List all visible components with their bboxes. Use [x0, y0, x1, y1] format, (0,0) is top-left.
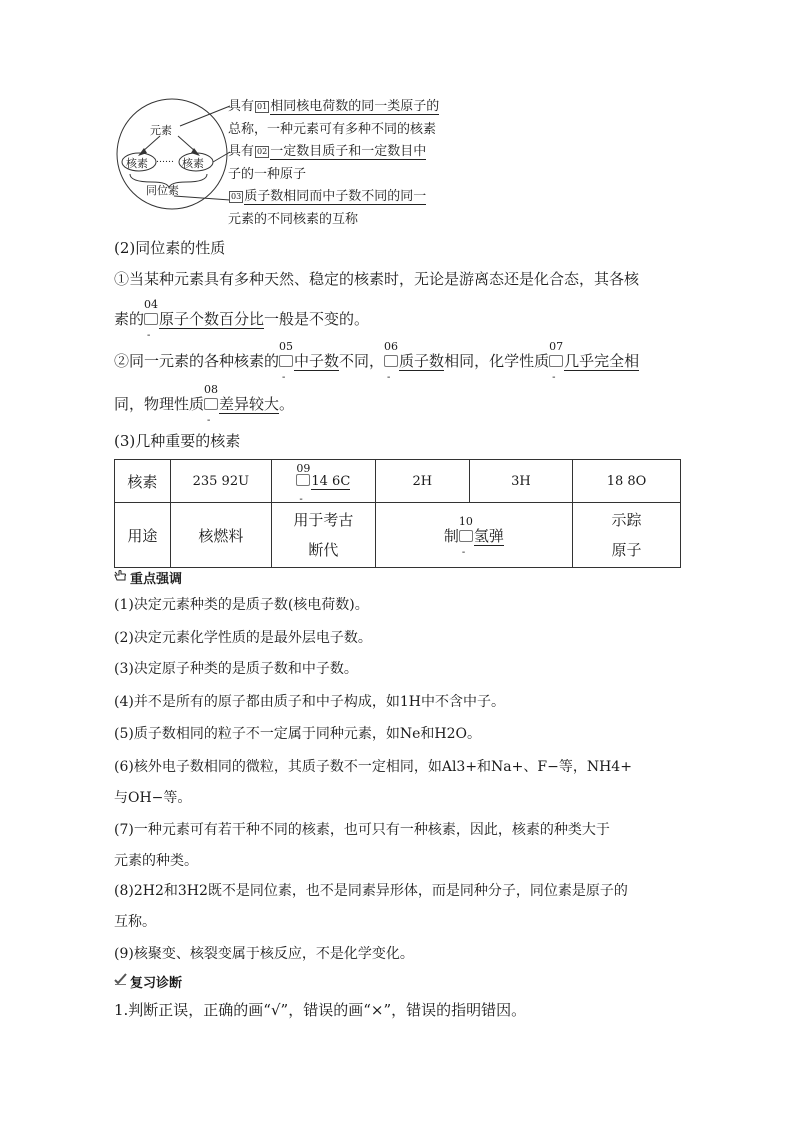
emphasis-item-8: (8)2H2和3H2既不是同位素，也不是同素异形体，而是同种分子，同位素是原子的: [114, 883, 628, 899]
emphasis-item-4: (4)并不是所有的原子都由质子和中子构成，如1H中不含中子。: [114, 694, 505, 710]
definition-nuclide-line2: 子的一种原子: [228, 166, 307, 182]
emphasis-item-6-cont: 与OH−等。: [114, 790, 192, 806]
hand-pointer-icon: [114, 569, 127, 581]
emphasis-item-2: (2)决定元素化学性质的是最外层电子数。: [114, 630, 372, 646]
emphasis-item-5: (5)质子数相同的粒子不一定属于同种元素，如Ne和H2O。: [114, 726, 481, 742]
emphasis-item-3: (3)决定原子种类的是质子数和中子数。: [114, 661, 358, 677]
section2-p2-line1: ②同一元素的各种核素的 05 - 中子数不同， 06 - 质子数相同，化学性质 07 - 几乎完全相: [114, 340, 640, 383]
checkmark-pen-icon: [114, 973, 127, 985]
cell-use-hydrogen: 制 10 - 氢弹: [375, 503, 572, 568]
definition-nuclide-line1: 具有 02 一定数目质子和一定数目中: [228, 144, 427, 159]
answer-marker-02: 02: [257, 147, 268, 156]
answer-marker-01: 01: [257, 102, 268, 111]
circle-label-dots: ……: [156, 155, 174, 165]
cell-c14: 09 - 14 6C: [271, 460, 375, 503]
cell-use-o18: 示踪原子: [572, 503, 680, 568]
cell-o18: 18 8O: [572, 460, 680, 503]
definition-element-line1: 具有 01 相同核电荷数的同一类原子的: [228, 99, 440, 114]
answer-marker-03: 03: [231, 192, 242, 201]
blank-04: 04 -: [144, 298, 159, 341]
table-row-nuclides: [115, 460, 681, 503]
emphasis-item-6: (6)核外电子数相同的微粒，其质子数不一定相同，如Al3+和Na+、F−等，NH4+: [114, 759, 632, 775]
section2-p1-line1: ①当某种元素具有多种天然、稳定的核素时，无论是游离态还是化合态，其各核: [114, 270, 640, 288]
review-heading: 复习诊断: [130, 976, 183, 991]
blank-06: 06 -: [384, 340, 399, 383]
answer-07: 几乎完全相: [564, 352, 640, 370]
section2-p1-line2: 素的 04 - 原子个数百分比一般是不变的。: [114, 298, 370, 341]
blank-09: 09 -: [296, 461, 311, 505]
emphasis-item-7: (7)一种元素可有若干种不同的核素，也可只有一种核素，因此，核素的种类大于: [114, 822, 610, 838]
cell-use-u235: 核燃料: [170, 503, 271, 568]
answer-08: 差异较大: [219, 395, 280, 413]
circle-label-isotope: 同位素: [146, 184, 179, 197]
section2-p2-line2: 同，物理性质 08 - 差异较大。: [114, 383, 295, 426]
cell-use-c14: 用于考古断代: [271, 503, 375, 568]
circle-label-nuclide-left: 核素: [126, 157, 148, 170]
table-row-uses: [115, 503, 681, 568]
definition-element-line2: 总称，一种元素可有多种不同的核素: [228, 121, 437, 137]
blank-10: 10 -: [458, 514, 473, 558]
emphasis-item-9: (9)核聚变、核裂变属于核反应，不是化学变化。: [114, 946, 414, 962]
answer-isotope: 质子数相同而中子数不同的同一: [244, 189, 427, 204]
answer-06: 质子数: [399, 352, 445, 370]
definition-isotope-line1: [228, 186, 458, 209]
blank-05: 05 -: [279, 340, 294, 383]
definition-isotope-line2: 元素的不同核素的互称: [228, 211, 359, 227]
emphasis-item-1: (1)决定元素种类的是质子数(核电荷数)。: [114, 597, 369, 613]
diagram-definitions: [228, 96, 458, 231]
section3-title: (3)几种重要的核素: [114, 432, 241, 450]
cell-u235: 235 92U: [170, 460, 271, 503]
answer-element: 相同核电荷数的同一类原子的: [270, 99, 440, 114]
review-instruction: 1.判断正误，正确的画“√”，错误的画“×”，错误的指明错因。: [114, 1001, 527, 1019]
answer-05: 中子数: [294, 352, 340, 370]
emphasis-heading: 重点强调: [130, 572, 183, 587]
circle-label-nuclide-right: 核素: [182, 157, 204, 170]
cell-h2: 2H: [375, 460, 469, 503]
circle-label-element: 元素: [150, 124, 172, 137]
emphasis-item-7-cont: 元素的种类。: [114, 853, 198, 869]
answer-nuclide: 一定数目质子和一定数目中: [270, 144, 427, 159]
section2-title: (2)同位素的性质: [114, 239, 226, 257]
blank-08: 08 -: [204, 383, 219, 426]
blank-07: 07 -: [549, 340, 564, 383]
emphasis-item-8-cont: 互称。: [114, 914, 156, 930]
cell-h3: 3H: [469, 460, 572, 503]
answer-10: 氢弹: [473, 526, 504, 545]
cell-label-nuclide: 核素: [115, 460, 171, 503]
nuclide-table: [114, 459, 681, 568]
answer-04: 原子个数百分比: [159, 310, 265, 328]
cell-label-use: 用途: [115, 503, 171, 568]
